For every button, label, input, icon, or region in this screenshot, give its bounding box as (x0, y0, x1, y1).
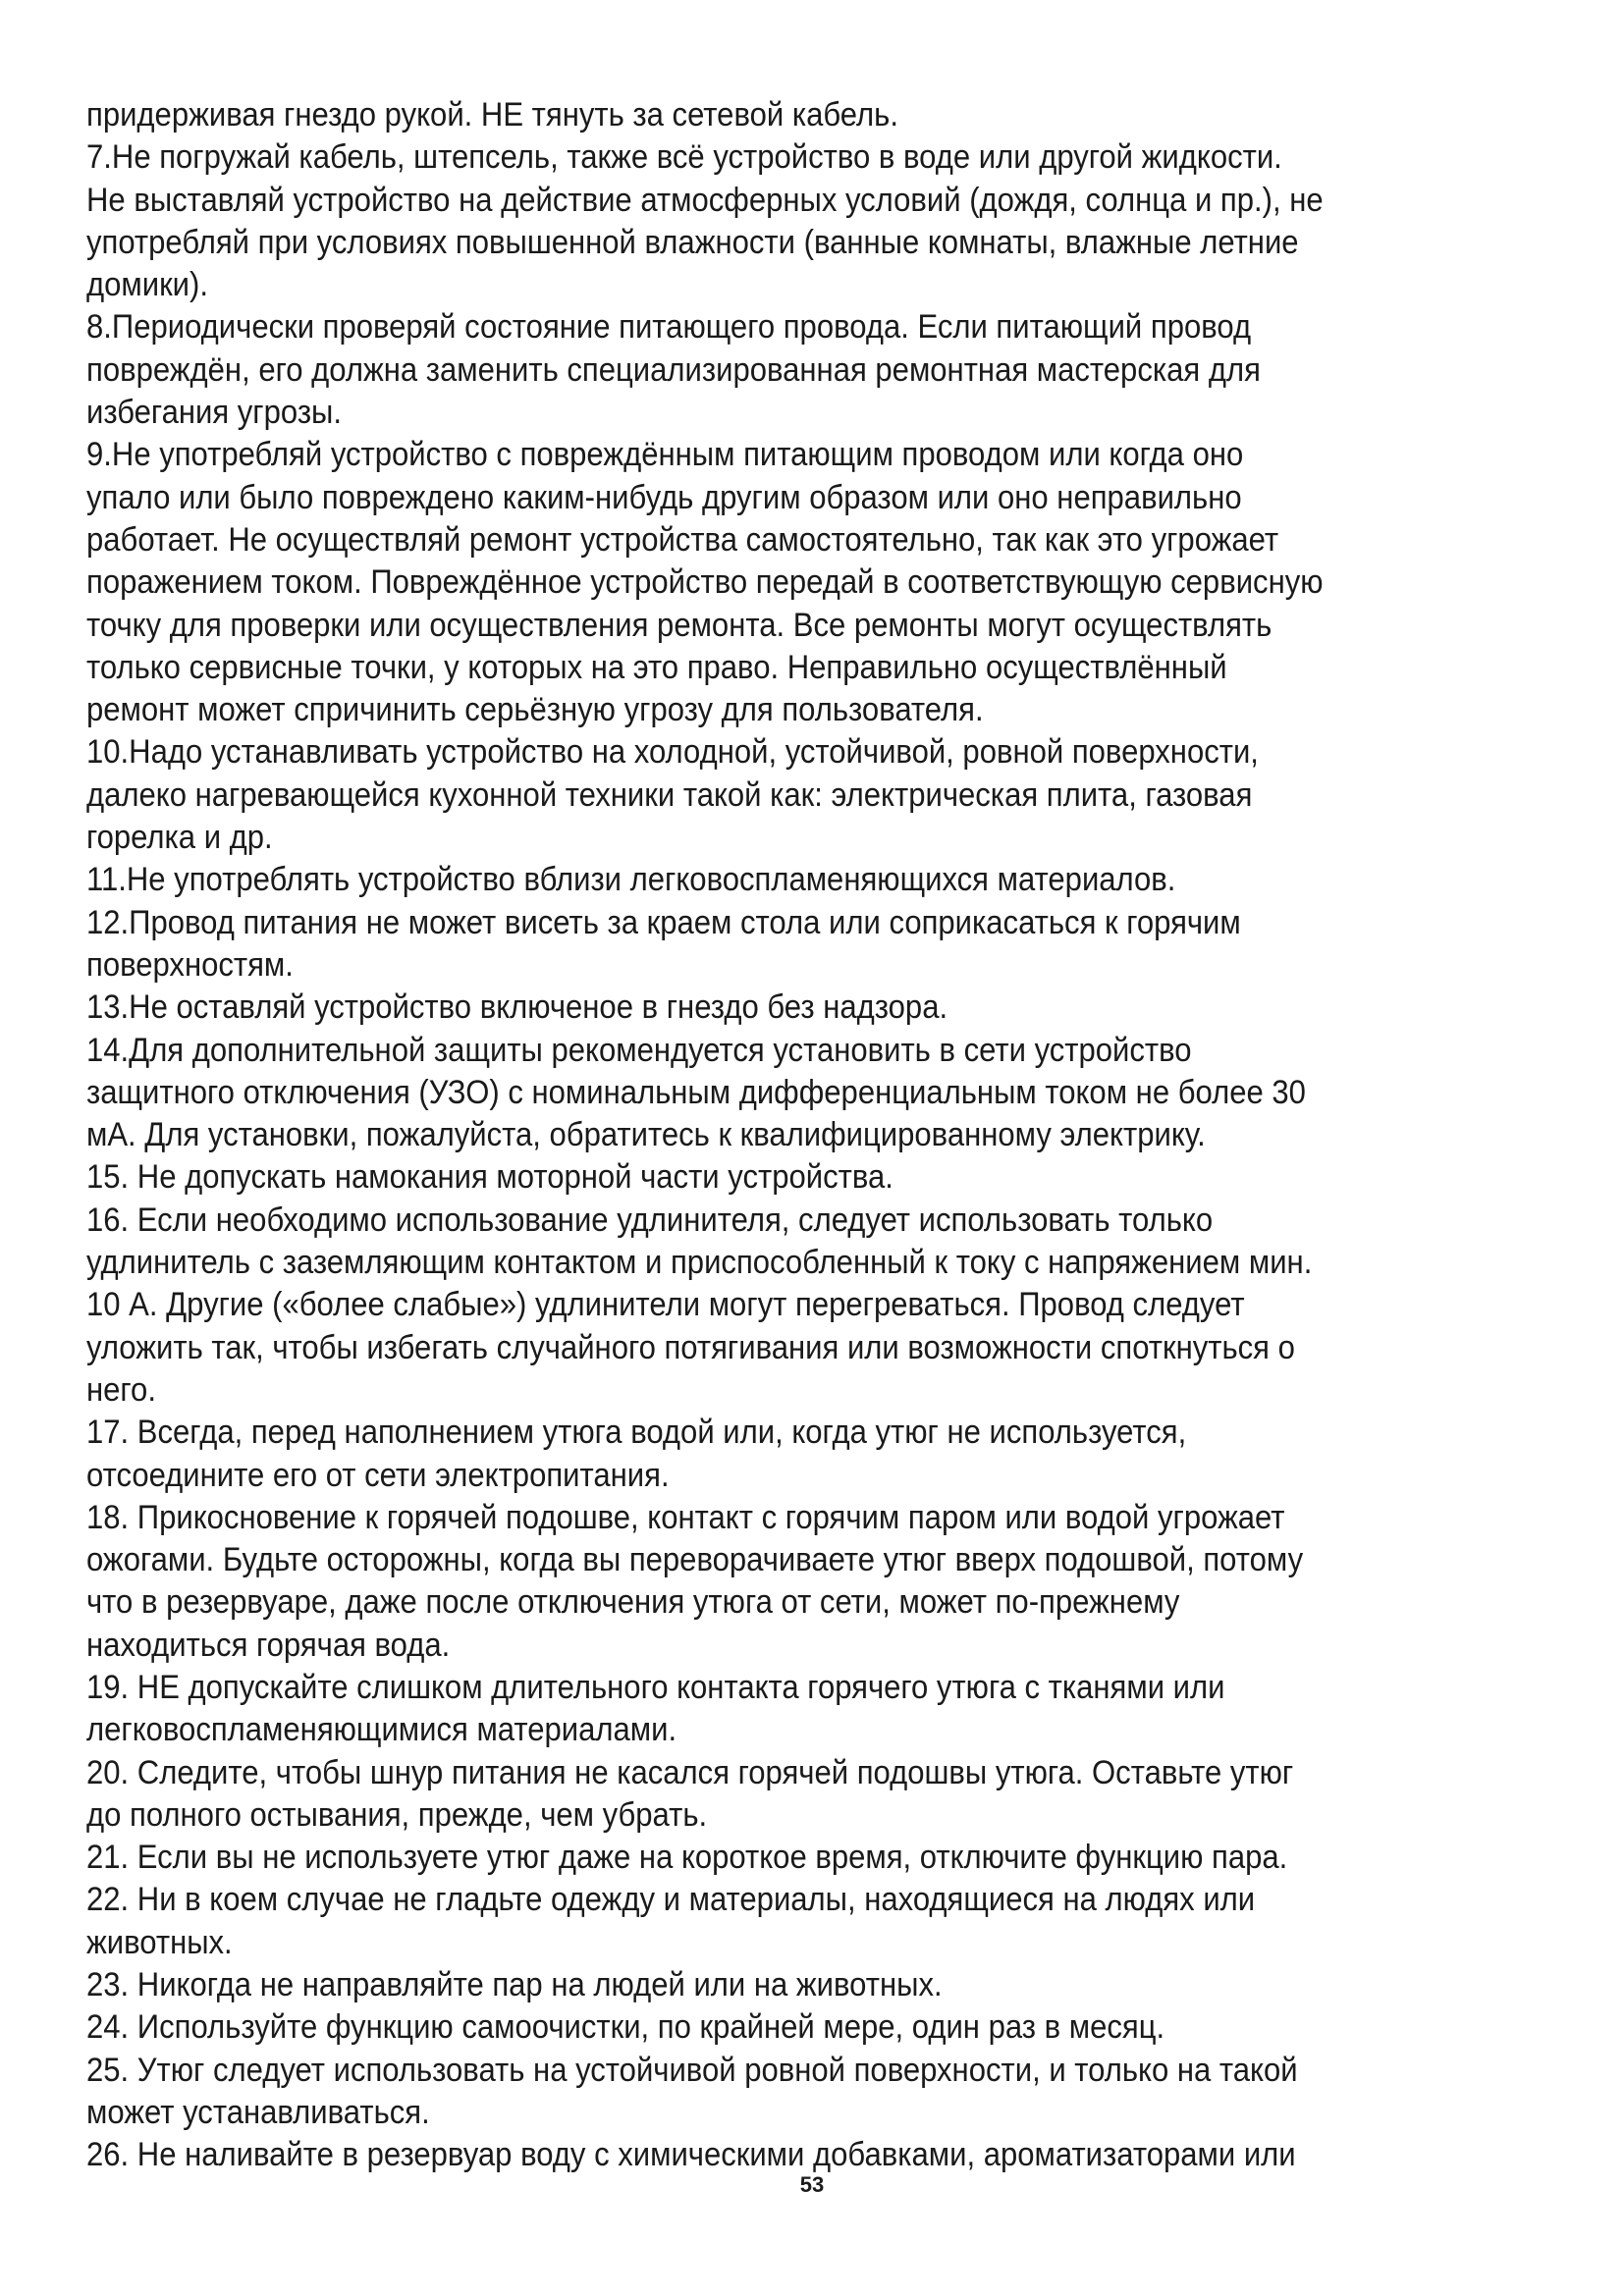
text-line: находиться горячая вода. (86, 1626, 451, 1664)
text-line: 12.Провод питания не может висеть за краем стола или соприкасаться к горячим (86, 903, 1241, 941)
text-line: 22. Ни в коем случае не гладьте одежду и материалы, находящиеся на людях или (86, 1881, 1256, 1919)
text-line: 26. Не наливайте в резервуар воду с химическими добавками, ароматизаторами или (86, 2136, 1296, 2174)
text-line: 19. НЕ допускайте слишком длительного контакта горячего утюга с тканями или (86, 1668, 1225, 1706)
text-line: уложить так, чтобы избегать случайного потягивания или возможности споткнуться о (86, 1328, 1295, 1366)
text-line: 7.Не погружай кабель, штепсель, также всё устройство в воде или другой жидкости. (86, 138, 1282, 177)
text-line: мА. Для установки, пожалуйста, обратитесь к квалифицированному электрику. (86, 1116, 1206, 1154)
text-line: 10.Надо устанавливать устройство на холодной, устойчивой, ровной поверхности, (86, 733, 1259, 772)
instruction-text (86, 94, 1579, 2177)
text-line: 13.Не оставляй устройство включеное в гнездо без надзора. (86, 988, 948, 1027)
text-line: точку для проверки или осуществления ремонта. Все ремонты могут осуществлять (86, 606, 1272, 644)
text-line: 8.Периодически проверяй состояние питающего провода. Если питающий провод (86, 308, 1252, 347)
text-line: 15. Не допускать намокания моторной части устройства. (86, 1158, 893, 1197)
text-line: избегания угрозы. (86, 394, 343, 432)
text-line: легковоспламеняющимися материалами. (86, 1711, 677, 1749)
text-line: 18. Прикосновение к горячей подошве, контакт с горячим паром или водой угрожает (86, 1498, 1285, 1536)
text-line: далеко нагревающейся кухонной техники такой как: электрическая плита, газовая (86, 775, 1253, 814)
text-line: что в резервуаре, даже после отключения утюга от сети, может по-прежнему (86, 1583, 1180, 1622)
text-line: 16. Если необходимо использование удлинителя, следует использовать только (86, 1201, 1214, 1239)
text-line: 23. Никогда не направляйте пар на людей или на животных. (86, 1966, 943, 2004)
text-line: 25. Утюг следует использовать на устойчивой ровной поверхности, и только на такой (86, 2051, 1298, 2089)
text-line: поверхностям. (86, 945, 294, 984)
text-line: упало или было повреждено каким-нибудь другим образом или оно неправильно (86, 478, 1242, 516)
text-line: 20. Следите, чтобы шнур питания не касался горячей подошвы утюга. Оставьте утюг (86, 1753, 1294, 1791)
text-line: 10 А. Другие («более слабые») удлинители могут перегреваться. Провод следует (86, 1286, 1245, 1324)
text-line: 14.Для дополнительной защиты рекомендуется установить в сети устройство (86, 1031, 1192, 1069)
text-line: защитного отключения (УЗО) с номинальным дифференциальным током не более 30 (86, 1073, 1306, 1111)
text-line: работает. Не осуществляй ремонт устройства самостоятельно, так как это угрожает (86, 520, 1279, 559)
text-line: может устанавливаться. (86, 2093, 430, 2131)
text-line: 11.Не употреблять устройство вблизи легковоспламеняющихся материалов. (86, 861, 1176, 899)
text-line: 9.Не употребляй устройство с повреждённым питающим проводом или когда оно (86, 436, 1244, 474)
text-line: придерживая гнездо рукой. НЕ тянуть за сетевой кабель. (86, 96, 898, 133)
text-line: употребляй при условиях повышенной влажности (ванные комнаты, влажные летние (86, 223, 1299, 261)
text-line: 17. Всегда, перед наполнением утюга водой или, когда утюг не используется, (86, 1414, 1187, 1452)
text-line: горелка и др. (86, 819, 273, 857)
text-line: удлинитель с заземляющим контактом и приспособленный к току с напряжением мин. (86, 1244, 1313, 1282)
text-line: повреждён, его должна заменить специализированная ремонтная мастерская для (86, 350, 1261, 389)
page-number: 53 (799, 2172, 825, 2197)
text-line: ожогами. Будьте осторожны, когда вы переворачиваете утюг вверх подошвой, потому (86, 1541, 1304, 1579)
text-line: животных. (86, 1923, 233, 1961)
text-line: поражением током. Повреждённое устройство передай в соответствующую сервисную (86, 563, 1324, 602)
text-line: Не выставляй устройство на действие атмосферных условий (дождя, солнца и пр.), не (86, 181, 1324, 219)
text-line: ремонт может спричинить серьёзную угрозу для пользователя. (86, 691, 984, 729)
text-line: домики). (86, 266, 208, 304)
text-line: только сервисные точки, у которых на это право. Неправильно осуществлённый (86, 648, 1227, 686)
text-line: отсоедините его от сети электропитания. (86, 1456, 670, 1494)
text-line: 21. Если вы не используете утюг даже на короткое время, отключите функцию пара. (86, 1839, 1288, 1877)
text-line: 24. Используйте функцию самоочистки, по крайней мере, один раз в месяц. (86, 2008, 1165, 2047)
text-line: до полного остывания, прежде, чем убрать. (86, 1795, 708, 1834)
text-line: него. (86, 1370, 156, 1409)
